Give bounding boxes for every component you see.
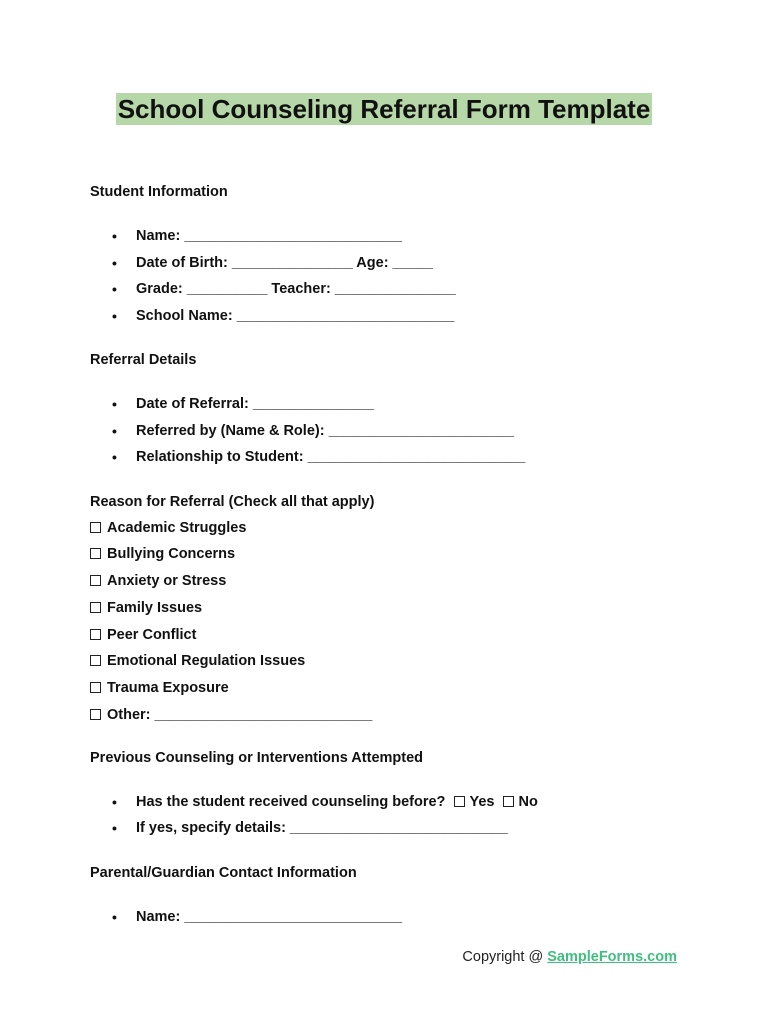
checkbox-icon[interactable]	[90, 602, 101, 613]
checkbox-row-academic-struggles[interactable]	[90, 518, 690, 545]
checkbox-icon[interactable]	[90, 655, 101, 666]
checkbox-row-emotional-regulation-issues[interactable]	[90, 651, 690, 678]
checkbox-row-anxiety-or-stress[interactable]	[90, 571, 690, 598]
checkbox-label: Academic Struggles	[107, 519, 247, 536]
field-referred-by[interactable]: • Referred by (Name & Role): _______________________	[90, 421, 690, 448]
checkbox-icon[interactable]	[90, 575, 101, 586]
parental-contact-list	[90, 907, 690, 934]
field-date-of-birth-age[interactable]: • Date of Birth: _______________ Age: _____	[90, 253, 690, 280]
checkbox-label: Peer Conflict	[107, 626, 197, 643]
checkbox-label: Other: ___________________________	[107, 707, 373, 724]
checkbox-row-bullying-concerns[interactable]	[90, 544, 690, 571]
question-received-counseling	[90, 792, 690, 819]
no-label: No	[518, 793, 538, 810]
field-student-name[interactable]: • Name: ___________________________	[90, 226, 690, 253]
checkbox-icon[interactable]	[90, 709, 101, 720]
checkbox-label: Trauma Exposure	[107, 680, 229, 697]
section-heading-student-information: Student Information	[90, 184, 228, 200]
section-heading-parental-guardian-contact: Parental/Guardian Contact Information	[90, 864, 357, 881]
checkbox-row-family-issues[interactable]	[90, 598, 690, 625]
field-relationship-to-student[interactable]: • Relationship to Student: ___________________________	[90, 447, 690, 474]
yes-checkbox-icon[interactable]	[454, 796, 465, 807]
checkbox-icon[interactable]	[90, 682, 101, 693]
copyright-footer	[462, 949, 677, 965]
checkbox-label: Emotional Regulation Issues	[107, 653, 306, 670]
checkbox-row-other[interactable]	[90, 705, 690, 732]
field-school-name[interactable]: • School Name: ___________________________	[90, 306, 690, 333]
sampleforms-link[interactable]: SampleForms.com	[547, 949, 677, 965]
checkbox-row-trauma-exposure[interactable]	[90, 678, 690, 705]
page-title: School Counseling Referral Form Template	[117, 94, 651, 124]
question-text: Has the student received counseling before?	[136, 793, 446, 810]
no-checkbox-icon[interactable]	[503, 796, 514, 807]
field-date-of-referral[interactable]: • Date of Referral: _______________	[90, 394, 690, 421]
title-container	[0, 93, 768, 125]
section-heading-reason-for-referral: Reason for Referral (Check all that apply)	[90, 493, 375, 510]
section-heading-referral-details: Referral Details	[90, 352, 197, 368]
copyright-prefix: Copyright @	[462, 949, 548, 965]
student-information-list	[90, 226, 690, 332]
field-guardian-name[interactable]: • Name: ___________________________	[90, 907, 690, 934]
field-grade-teacher[interactable]: • Grade: __________ Teacher: _______________	[90, 279, 690, 306]
checkbox-label: Anxiety or Stress	[107, 573, 227, 590]
yes-label: Yes	[469, 793, 495, 810]
referral-details-list	[90, 394, 690, 474]
checkbox-row-peer-conflict[interactable]	[90, 625, 690, 652]
reason-checklist	[90, 518, 690, 732]
checkbox-icon[interactable]	[90, 522, 101, 533]
checkbox-label: Bullying Concerns	[107, 546, 236, 563]
form-content	[90, 182, 690, 951]
field-specify-details[interactable]: • If yes, specify details: ___________________________	[90, 818, 690, 845]
checkbox-icon[interactable]	[90, 629, 101, 640]
section-heading-previous-counseling: Previous Counseling or Interventions Attempted	[90, 749, 424, 766]
checkbox-icon[interactable]	[90, 548, 101, 559]
previous-counseling-list	[90, 792, 690, 845]
checkbox-label: Family Issues	[107, 599, 203, 616]
